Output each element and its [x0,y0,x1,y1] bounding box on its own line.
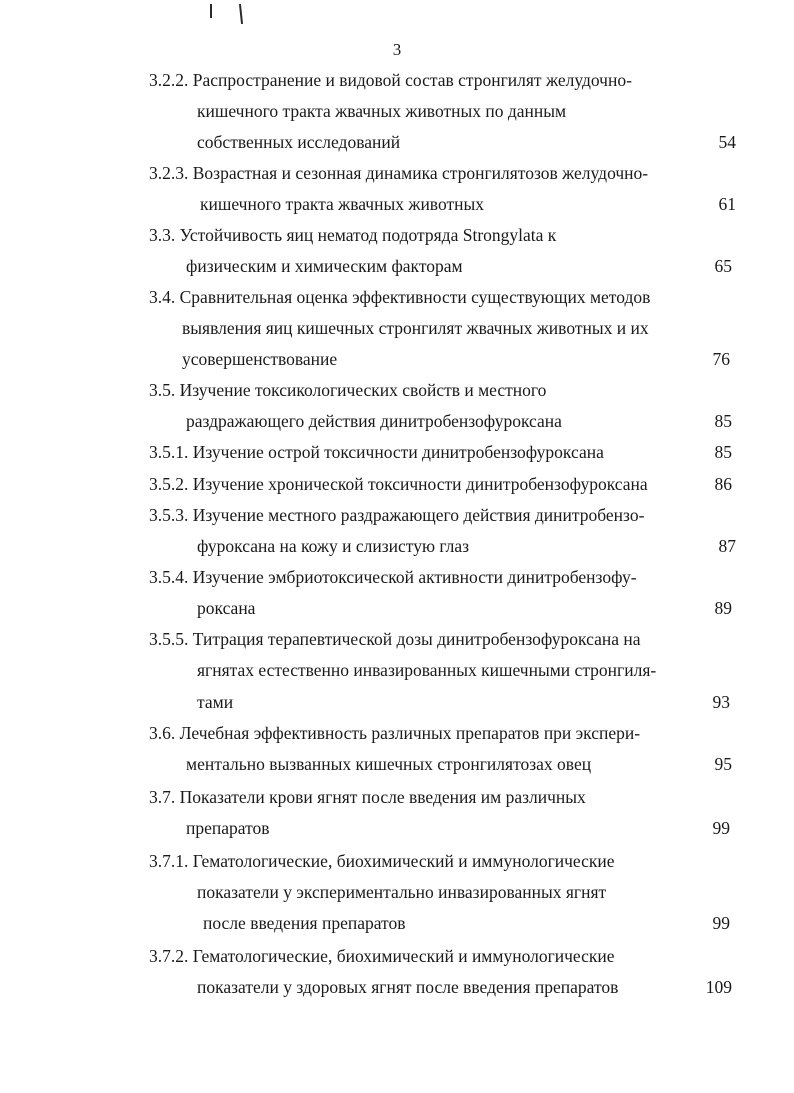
toc-entry-line: 3.7. Показатели крови ягнят после введения им различных [149,787,586,807]
toc-page-number: 99 [712,818,730,838]
toc-entry-line: кишечного тракта жвачных животных по данным [197,101,567,121]
toc-entry-line: препаратов [186,818,270,838]
toc-entry-line: показатели у экспериментально инвазированных ягнят [197,882,607,902]
toc-entry-line: собственных исследований [197,132,401,152]
toc-entry-line: 3.5.4. Изучение эмбриотоксической активности динитробензофу- [149,567,637,587]
toc-entry-line: раздражающего действия динитробензофуроксана [186,411,562,431]
toc-page-number: 76 [712,349,730,369]
page-number: 3 [392,40,402,59]
toc-entry-line: тами [197,692,234,712]
scan-marks [207,4,247,26]
toc-page-number: 99 [712,913,730,933]
toc-entry-line: ментально вызванных кишечных стронгилятозах овец [186,754,592,774]
toc-page-number: 87 [718,536,736,556]
toc-page-number: 85 [714,411,732,431]
toc-entry-line: физическим и химическим факторам [186,256,463,276]
toc-entry-line: 3.5.3. Изучение местного раздражающего действия динитробензо- [149,505,645,525]
toc-entry-line: 3.2.3. Возрастная и сезонная динамика стронгилятозов желудочно- [149,163,649,183]
toc-entry-line: 3.6. Лечебная эффективность различных препаратов при экспери- [149,723,641,743]
toc-entry-line: показатели у здоровых ягнят после введения препаратов [197,977,619,997]
toc-entry-line: 3.4. Сравнительная оценка эффективности существующих методов [149,287,651,307]
toc-entry-line: фуроксана на кожу и слизистую глаз [197,536,470,556]
toc-entry-line: 3.5. Изучение токсикологических свойств и местного [149,380,547,400]
toc-entry-line: выявления яиц кишечных стронгилят жвачных животных и их [182,318,649,338]
toc-page-number: 93 [712,692,730,712]
toc-page-number: 95 [714,754,732,774]
toc-entry-line: 3.2.2. Распространение и видовой состав стронгилят желудочно- [149,70,632,90]
toc-entry-line: после введения препаратов [203,913,406,933]
toc-page-number: 65 [714,256,732,276]
toc-page-number: 86 [714,474,732,494]
toc-entry-line: роксана [197,598,256,618]
toc-entry-line: 3.5.2. Изучение хронической токсичности динитробензофуроксана [149,474,648,494]
toc-entry-line: усовершенствование [182,349,338,369]
toc-page-number: 89 [714,598,732,618]
toc-entry-line: 3.7.2. Гематологические, биохимический и иммунологические [149,946,615,966]
toc-entry-line: ягнятах естественно инвазированных кишечными стронгиля- [197,660,657,680]
toc-entry-line: кишечного тракта жвачных животных [200,194,484,214]
toc-page-number: 61 [718,194,736,214]
toc-entry-line: 3.3. Устойчивость яиц нематод подотряда Strongylata к [149,225,557,245]
toc-entry-line: 3.5.1. Изучение острой токсичности динитробензофуроксана [149,442,604,462]
toc-page-number: 109 [705,977,732,997]
toc-page-number: 85 [714,442,732,462]
toc-entry-line: 3.7.1. Гематологические, биохимический и иммунологические [149,851,615,871]
toc-page-number: 54 [718,132,736,152]
toc-entry-line: 3.5.5. Титрация терапевтической дозы динитробензофуроксана на [149,629,641,649]
